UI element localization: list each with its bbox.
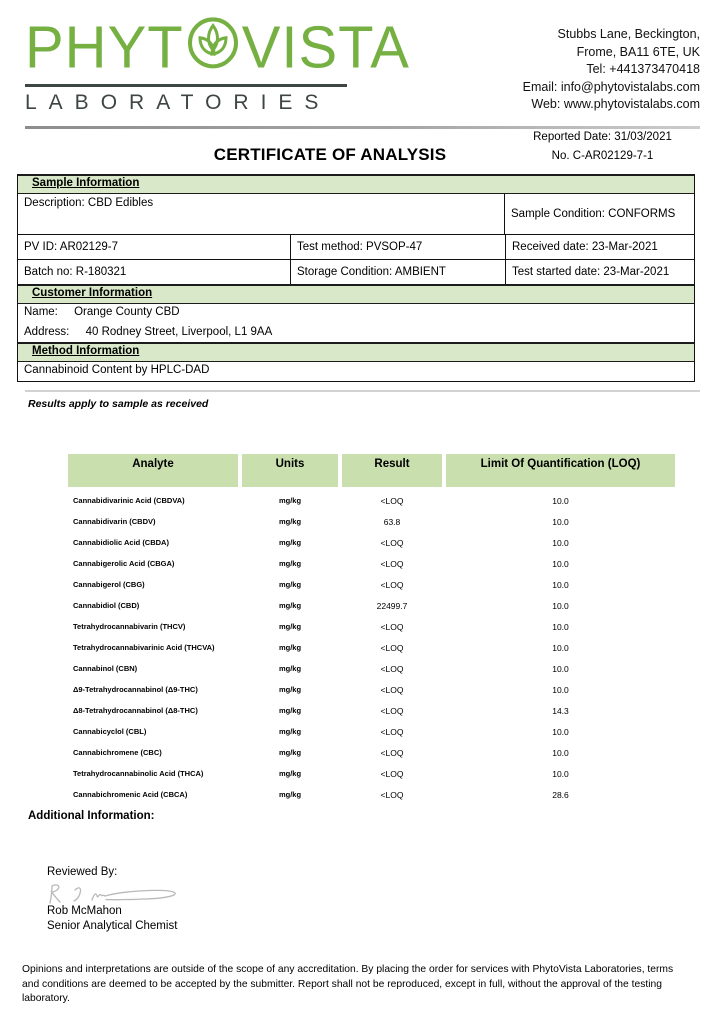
page-title: CERTIFICATE OF ANALYSIS: [213, 145, 447, 164]
pv-id-cell: PV ID: AR02129-7: [18, 235, 291, 259]
cell-result: <LOQ: [380, 705, 404, 716]
address-line-email: Email: info@phytovistalabs.com: [522, 79, 700, 94]
cell-analyte: Cannabicyclol (CBL): [73, 727, 147, 736]
results-table-header: [68, 454, 675, 487]
cell-loq: 10.0: [552, 684, 569, 695]
cell-units: mg/kg: [278, 664, 302, 673]
table-row: [68, 763, 675, 784]
table-row: [68, 574, 675, 595]
received-date-cell: Received date: 23-Mar-2021: [512, 241, 658, 253]
cell-result: <LOQ: [380, 663, 404, 674]
cell-result: <LOQ: [380, 726, 404, 737]
report-number: No. C-AR02129-7-1: [551, 150, 654, 162]
logo-wordmark: [25, 14, 410, 81]
reviewer-title: Senior Analytical Chemist: [47, 920, 178, 932]
customer-name: Orange County CBD: [74, 306, 180, 318]
section-divider: [25, 390, 700, 392]
method-cell: Cannabinoid Content by HPLC-DAD: [24, 364, 210, 376]
logo-text-part2: VISTA: [241, 14, 410, 81]
cell-loq: 10.0: [552, 495, 569, 506]
cell-loq: 10.0: [552, 537, 569, 548]
cell-loq: 14.3: [552, 705, 569, 716]
report-meta: [510, 131, 695, 162]
cell-analyte: Cannabigerol (CBG): [73, 580, 145, 589]
name-label: Name:: [24, 306, 58, 318]
cell-units: mg/kg: [278, 790, 302, 799]
cell-result: <LOQ: [380, 684, 404, 695]
cell-result: <LOQ: [380, 789, 404, 800]
cell-units: mg/kg: [278, 517, 302, 526]
description-cell: Description: CBD Edibles: [18, 194, 505, 234]
sample-condition-cell: Sample Condition: CONFORMS: [511, 208, 676, 220]
cell-units: mg/kg: [278, 580, 302, 589]
cell-loq: 10.0: [552, 663, 569, 674]
cell-analyte: Cannabinol (CBN): [73, 664, 138, 673]
cell-result: 63.8: [383, 516, 401, 527]
cell-analyte: Cannabichromenic Acid (CBCA): [73, 790, 188, 799]
cell-result: <LOQ: [380, 537, 404, 548]
cell-result: <LOQ: [380, 579, 404, 590]
row-description: [18, 194, 694, 234]
cell-loq: 10.0: [552, 621, 569, 632]
table-row: [68, 511, 675, 532]
address-line-web: Web: www.phytovistalabs.com: [531, 97, 700, 111]
table-row: [68, 679, 675, 700]
cell-result: <LOQ: [380, 495, 404, 506]
cell-analyte: Δ8-Tetrahydrocannabinol (Δ8-THC): [73, 706, 198, 715]
cell-loq: 10.0: [552, 642, 569, 653]
cell-analyte: Tetrahydrocannabinolic Acid (THCA): [73, 769, 204, 778]
footer-disclaimer: Opinions and interpretations are outside of the scope of any accreditation. By placing the order for services with PhytoVista Laboratories, terms and conditions are deemed to be accepted by the submitter. Report shall not be reproduced, except in full, without the approval of the testing laboratory.: [22, 964, 674, 1004]
reported-date: Reported Date: 31/03/2021: [533, 131, 672, 143]
batch-no-cell: Batch no: R-180321: [18, 260, 291, 284]
cell-loq: 10.0: [552, 516, 569, 527]
table-row: [68, 532, 675, 553]
cell-units: mg/kg: [278, 496, 302, 505]
cell-loq: 10.0: [552, 600, 569, 611]
cell-loq: 10.0: [552, 558, 569, 569]
cell-loq: 10.0: [552, 726, 569, 737]
row-batch: [18, 259, 694, 284]
cell-units: mg/kg: [278, 622, 302, 631]
table-row: [68, 784, 675, 805]
results-table: [68, 454, 675, 805]
row-ids: [18, 234, 694, 259]
cell-analyte: Δ9-Tetrahydrocannabinol (Δ9-THC): [73, 685, 198, 694]
leaf-icon: [186, 15, 240, 80]
customer-address-line: [24, 326, 688, 338]
cell-analyte: Cannabidiol (CBD): [73, 601, 140, 610]
cell-loq: 28.6: [552, 789, 569, 800]
cell-result: <LOQ: [380, 621, 404, 632]
cell-result: <LOQ: [380, 558, 404, 569]
lab-address-block: [523, 26, 700, 114]
cell-result: 22499.7: [376, 600, 408, 611]
cell-loq: 10.0: [552, 579, 569, 590]
additional-information-label: Additional Information:: [28, 810, 155, 822]
cell-units: mg/kg: [278, 538, 302, 547]
address-line: Tel: +441373470418: [586, 62, 700, 76]
cell-analyte: Tetrahydrocannabivarinic Acid (THCVA): [73, 643, 215, 652]
reviewer-name: Rob McMahon: [47, 905, 122, 917]
cell-units: mg/kg: [278, 685, 302, 694]
section-title: Sample Information: [32, 177, 140, 189]
results-body: [68, 490, 675, 805]
table-row: [68, 616, 675, 637]
table-row: [68, 658, 675, 679]
section-header-sample: [18, 174, 694, 194]
logo-subtitle: LABORATORIES: [25, 91, 331, 114]
table-row: [68, 595, 675, 616]
cell-analyte: Cannabigerolic Acid (CBGA): [73, 559, 175, 568]
header-divider: [25, 126, 700, 129]
results-note: Results apply to sample as received: [28, 398, 209, 410]
table-row: [68, 553, 675, 574]
cell-result: <LOQ: [380, 768, 404, 779]
cell-analyte: Cannabidivarin (CBDV): [73, 517, 156, 526]
logo-divider: [25, 84, 347, 87]
table-row: [68, 700, 675, 721]
table-row: [68, 721, 675, 742]
section-header-customer: [18, 284, 694, 304]
cell-result: <LOQ: [380, 642, 404, 653]
cell-analyte: Cannabichromene (CBC): [73, 748, 162, 757]
customer-cell: [18, 304, 694, 342]
cell-units: mg/kg: [278, 748, 302, 757]
cell-result: <LOQ: [380, 747, 404, 758]
column-header-analyte: Analyte: [68, 454, 238, 487]
cell-analyte: Cannabidiolic Acid (CBDA): [73, 538, 169, 547]
storage-condition-cell: Storage Condition: AMBIENT: [291, 260, 506, 284]
cell-analyte: Cannabidivarinic Acid (CBDVA): [73, 496, 185, 505]
table-row: [68, 637, 675, 658]
cell-units: mg/kg: [278, 727, 302, 736]
customer-address: 40 Rodney Street, Liverpool, L1 9AA: [85, 326, 273, 338]
test-method-cell: Test method: PVSOP-47: [291, 235, 506, 259]
customer-name-line: [24, 306, 688, 318]
cell-loq: 10.0: [552, 747, 569, 758]
info-table: [17, 174, 695, 382]
column-header-result: Result: [342, 454, 442, 487]
address-label: Address:: [24, 326, 70, 338]
cell-units: mg/kg: [278, 643, 302, 652]
column-header-loq: Limit Of Quantification (LOQ): [446, 454, 675, 487]
phytovista-logo: [25, 14, 410, 115]
cell-units: mg/kg: [278, 769, 302, 778]
test-started-cell: Test started date: 23-Mar-2021: [512, 266, 670, 278]
cell-analyte: Tetrahydrocannabivarin (THCV): [73, 622, 186, 631]
logo-text-part1: PHYT: [25, 14, 184, 81]
address-line: Stubbs Lane, Beckington,: [557, 27, 700, 41]
cell-units: mg/kg: [278, 559, 302, 568]
table-row: [68, 490, 675, 511]
column-header-units: Units: [242, 454, 338, 487]
section-title: Method Information: [32, 345, 140, 357]
section-title: Customer Information: [32, 287, 153, 299]
section-header-method: [18, 342, 694, 362]
table-row: [68, 742, 675, 763]
cell-loq: 10.0: [552, 768, 569, 779]
cell-units: mg/kg: [278, 706, 302, 715]
reviewed-by-label: Reviewed By:: [47, 866, 118, 878]
cell-units: mg/kg: [278, 601, 302, 610]
address-line: Frome, BA11 6TE, UK: [576, 44, 700, 59]
